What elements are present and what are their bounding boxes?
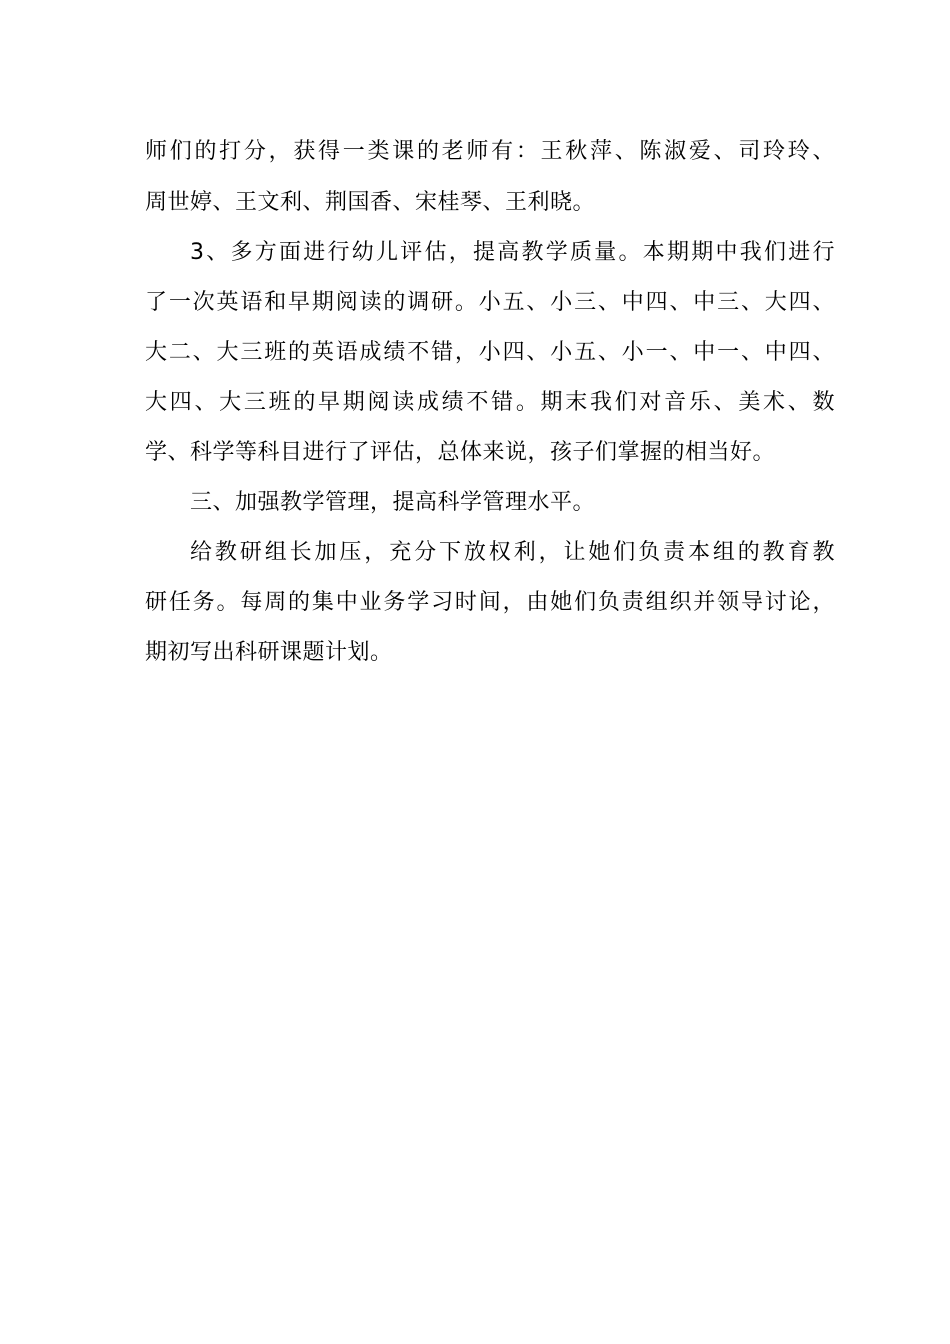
text-line-9: 给教研组长加压，充分下放权利，让她们负责本组的教育教 (190, 540, 835, 565)
text-line-11: 期初写出科研课题计划。 (145, 640, 393, 665)
text-line-2: 周世婷、王文利、荆国香、宋桂琴、王利晓。 (145, 190, 596, 215)
text-line-4: 了一次英语和早期阅读的调研。小五、小三、中四、中三、大四、 (145, 290, 835, 315)
text-line-7: 学、科学等科目进行了评估，总体来说，孩子们掌握的相当好。 (145, 440, 776, 465)
text-line-5: 大二、大三班的英语成绩不错，小四、小五、小一、中一、中四、 (145, 340, 835, 365)
text-line-1: 师们的打分，获得一类课的老师有：王秋萍、陈淑爱、司玲玲、 (145, 139, 835, 164)
text-line-10: 研任务。每周的集中业务学习时间，由她们负责组织并领导讨论， (145, 590, 835, 615)
text-line-6: 大四、大三班的早期阅读成绩不错。期末我们对音乐、美术、数 (145, 390, 835, 415)
section-heading: 三、加强教学管理，提高科学管理水平。 (190, 490, 596, 515)
text-line-3: 3、多方面进行幼儿评估，提高教学质量。本期期中我们进行 (190, 240, 835, 265)
